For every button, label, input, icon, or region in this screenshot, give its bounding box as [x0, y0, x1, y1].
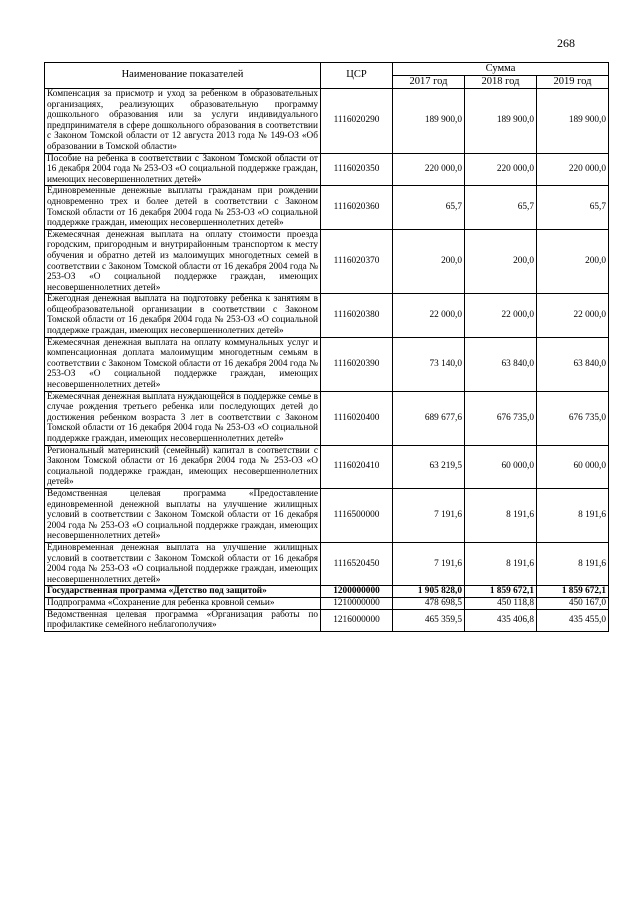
- row-value-2017: 465 359,5: [393, 609, 465, 631]
- header-year-2018: 2018 год: [465, 76, 537, 89]
- row-value-2019: 676 735,0: [537, 391, 609, 445]
- row-name: Единовременная денежная выплата на улучшение жилищных условий в соответствии с Законом Томской области от 16 декабря 2004 года № 253-ОЗ «О социальной поддержке граждан, имеющих несовершеннолетних детей»: [45, 542, 321, 585]
- row-value-2017: 7 191,6: [393, 488, 465, 542]
- row-name: Единовременные денежные выплаты гражданам при рождении одновременно трех и более детей в соответствии с Законом Томской области от 16 декабря 2004 года № 253-ОЗ «О социальной поддержке граждан, имеющих несовершеннолетних детей»: [45, 186, 321, 229]
- row-code: 1200000000: [321, 586, 393, 598]
- row-value-2019: 8 191,6: [537, 542, 609, 585]
- row-code: 1210000000: [321, 597, 393, 609]
- row-name: Пособие на ребенка в соответствии с Законом Томской области от 16 декабря 2004 года № 253-ОЗ «О социальной поддержке граждан, имеющих несовершеннолетних детей»: [45, 153, 321, 186]
- row-value-2017: 73 140,0: [393, 337, 465, 391]
- row-value-2018: 65,7: [465, 186, 537, 229]
- table-row: [45, 488, 609, 542]
- row-value-2017: 63 219,5: [393, 445, 465, 488]
- row-name: Государственная программа «Детство под защитой»: [45, 586, 321, 598]
- row-code: 1216000000: [321, 609, 393, 631]
- table-row: [45, 445, 609, 488]
- table-row: [45, 89, 609, 154]
- row-value-2019: 435 455,0: [537, 609, 609, 631]
- row-name: Ежемесячная денежная выплата на оплату коммунальных услуг и компенсационная доплата малоимущим многодетным семьям в соответствии с Законом Томской области от 16 декабря 2004 года № 253-ОЗ «О социальной поддержке граждан, имеющих несовершеннолетних детей»: [45, 337, 321, 391]
- table-row: [45, 186, 609, 229]
- table-row: [45, 153, 609, 186]
- row-value-2017: 65,7: [393, 186, 465, 229]
- table-row: [45, 337, 609, 391]
- row-name: Подпрограмма «Сохранение для ребенка кровной семьи»: [45, 597, 321, 609]
- row-value-2017: 478 698,5: [393, 597, 465, 609]
- table-row: [45, 542, 609, 585]
- row-code: 1116500000: [321, 488, 393, 542]
- row-value-2017: 7 191,6: [393, 542, 465, 585]
- row-value-2019: 65,7: [537, 186, 609, 229]
- row-value-2019: 450 167,0: [537, 597, 609, 609]
- row-value-2019: 189 900,0: [537, 89, 609, 154]
- row-code: 1116020350: [321, 153, 393, 186]
- row-code: 1116020380: [321, 294, 393, 337]
- row-value-2019: 60 000,0: [537, 445, 609, 488]
- row-value-2017: 689 677,6: [393, 391, 465, 445]
- row-value-2018: 8 191,6: [465, 488, 537, 542]
- row-value-2019: 22 000,0: [537, 294, 609, 337]
- row-value-2018: 60 000,0: [465, 445, 537, 488]
- row-value-2017: 200,0: [393, 229, 465, 294]
- row-value-2019: 1 859 672,1: [537, 586, 609, 598]
- header-year-2019: 2019 год: [537, 76, 609, 89]
- header-name: Наименование показателей: [45, 63, 321, 89]
- row-name: Ведомственная целевая программа «Организация работы по профилактике семейного неблагополучия»: [45, 609, 321, 631]
- table-row: [45, 391, 609, 445]
- header-sum: Сумма: [393, 63, 609, 76]
- row-code: 1116020290: [321, 89, 393, 154]
- row-value-2017: 22 000,0: [393, 294, 465, 337]
- row-code: 1116020390: [321, 337, 393, 391]
- row-name: Ежегодная денежная выплата на подготовку ребенка к занятиям в общеобразовательной организации в соответствии с Законом Томской области от 16 декабря 2004 года № 253-ОЗ «О социальной поддержке граждан, имеющих несовершеннолетних детей»: [45, 294, 321, 337]
- row-code: 1116520450: [321, 542, 393, 585]
- row-value-2018: 676 735,0: [465, 391, 537, 445]
- row-value-2018: 22 000,0: [465, 294, 537, 337]
- row-code: 1116020410: [321, 445, 393, 488]
- budget-table: [44, 62, 609, 632]
- row-name: Ежемесячная денежная выплата на оплату стоимости проезда городским, пригородным и внутрирайонным транспортом к месту обучения и обратно детей из малоимущих многодетных семей в соответствии с Законом Томской области от 16 декабря 2004 года № 253-ОЗ «О социальной поддержке граждан, имеющих несовершеннолетних детей»: [45, 229, 321, 294]
- table-row: [45, 586, 609, 598]
- table-row: [45, 597, 609, 609]
- row-code: 1116020400: [321, 391, 393, 445]
- row-code: 1116020370: [321, 229, 393, 294]
- row-value-2019: 200,0: [537, 229, 609, 294]
- row-value-2018: 450 118,8: [465, 597, 537, 609]
- row-name: Ведомственная целевая программа «Предоставление единовременной денежной выплаты на улучшение жилищных условий в соответствии с Законом Томской области от 16 декабря 2004 года № 253-ОЗ «О социальной поддержке граждан, имеющих несовершеннолетних детей»: [45, 488, 321, 542]
- row-code: 1116020360: [321, 186, 393, 229]
- row-value-2018: 435 406,8: [465, 609, 537, 631]
- row-value-2019: 8 191,6: [537, 488, 609, 542]
- header-csr: ЦСР: [321, 63, 393, 89]
- row-value-2019: 63 840,0: [537, 337, 609, 391]
- row-value-2018: 1 859 672,1: [465, 586, 537, 598]
- table-row: [45, 294, 609, 337]
- header-year-2017: 2017 год: [393, 76, 465, 89]
- row-value-2018: 189 900,0: [465, 89, 537, 154]
- row-value-2017: 1 905 828,0: [393, 586, 465, 598]
- row-value-2018: 63 840,0: [465, 337, 537, 391]
- row-name: Региональный материнский (семейный) капитал в соответствии с Законом Томской области от 16 декабря 2004 года № 253-ОЗ «О социальной поддержке граждан, имеющих несовершеннолетних детей»: [45, 445, 321, 488]
- table-row: [45, 609, 609, 631]
- row-value-2018: 200,0: [465, 229, 537, 294]
- row-value-2018: 8 191,6: [465, 542, 537, 585]
- row-value-2018: 220 000,0: [465, 153, 537, 186]
- row-value-2019: 220 000,0: [537, 153, 609, 186]
- page-number: 268: [557, 36, 575, 50]
- table-row: [45, 229, 609, 294]
- row-value-2017: 189 900,0: [393, 89, 465, 154]
- row-value-2017: 220 000,0: [393, 153, 465, 186]
- row-name: Ежемесячная денежная выплата нуждающейся в поддержке семье в случае рождения третьего ребенка или последующих детей до достижения ребенком возраста 3 лет в соответствии с Законом Томской области от 16 декабря 2004 года № 253-ОЗ «О социальной поддержке граждан, имеющих несовершеннолетних детей»: [45, 391, 321, 445]
- row-name: Компенсация за присмотр и уход за ребенком в образовательных организациях, реализующих образовательную программу дошкольного образования или за услуги индивидуального предпринимателя в сфере дошкольного образования в соответствии с Законом Томской области от 12 августа 2013 года № 149-ОЗ «Об образовании в Томской области»: [45, 89, 321, 154]
